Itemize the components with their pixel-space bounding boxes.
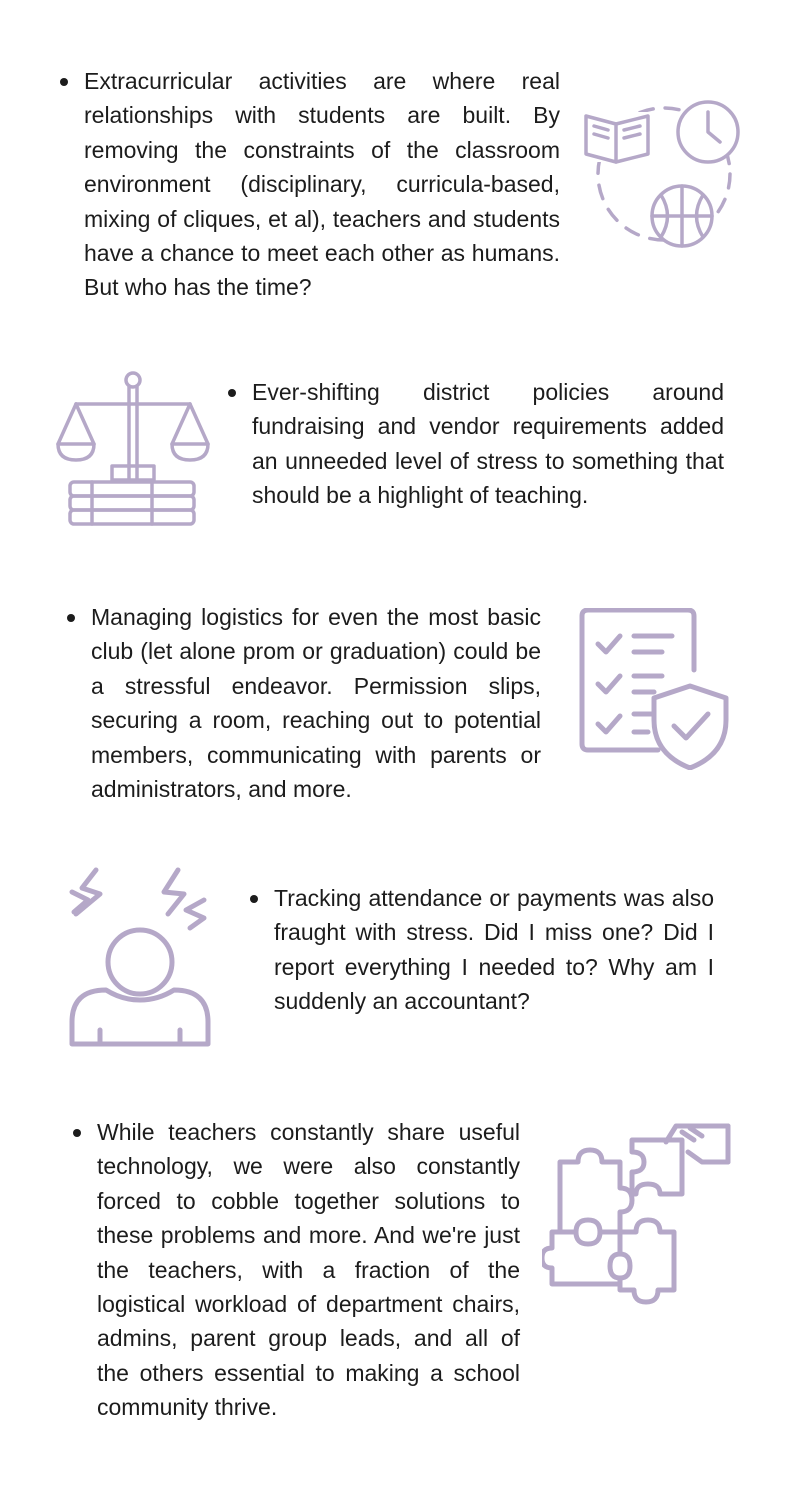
bullet-dot	[60, 78, 68, 86]
scales-of-justice-icon	[52, 370, 214, 530]
puzzle-pieces-icon	[542, 1122, 732, 1308]
bullet-dot	[73, 1129, 81, 1137]
bullet-dot	[228, 389, 236, 397]
bullet-dot	[67, 614, 75, 622]
checklist-shield-icon	[578, 608, 732, 770]
bullet-text-extracurricular: Extracurricular activities are where real relationships with students are built. By removing the constraints of the classroom environment (disciplinary, curricula-based, mixing of cliques, et al), teachers and students have a chance to meet each other as humans. But who has the time?	[84, 68, 560, 301]
bullet-dot	[250, 895, 258, 903]
bullet-text-managing-logistics: Managing logistics for even the most basic club (let alone prom or graduation) could be a stressful endeavor. Permission slips, securing a room, reaching out to potential members, communicating with parents or administrators, and more.	[91, 604, 541, 803]
bullet-text-cobble-solutions: While teachers constantly share useful technology, we were also constantly forced to cobble together solutions to these problems and more. And we're just the teachers, with a fraction of the logistical workload of department chairs, admins, parent group leads, and all of the others essential to making a school community thrive.	[97, 1119, 520, 1421]
bullet-text-tracking-attendance: Tracking attendance or payments was also fraught with stress. Did I miss one? Did I report everything I needed to? Why am I suddenly an accountant?	[274, 885, 714, 1015]
stressed-person-icon	[66, 866, 214, 1052]
bullet-text-district-policies: Ever-shifting district policies around fundraising and vendor requirements added an unneeded level of stress to something that should be a highlight of teaching.	[252, 379, 724, 509]
book-clock-basketball-icon	[582, 98, 742, 250]
